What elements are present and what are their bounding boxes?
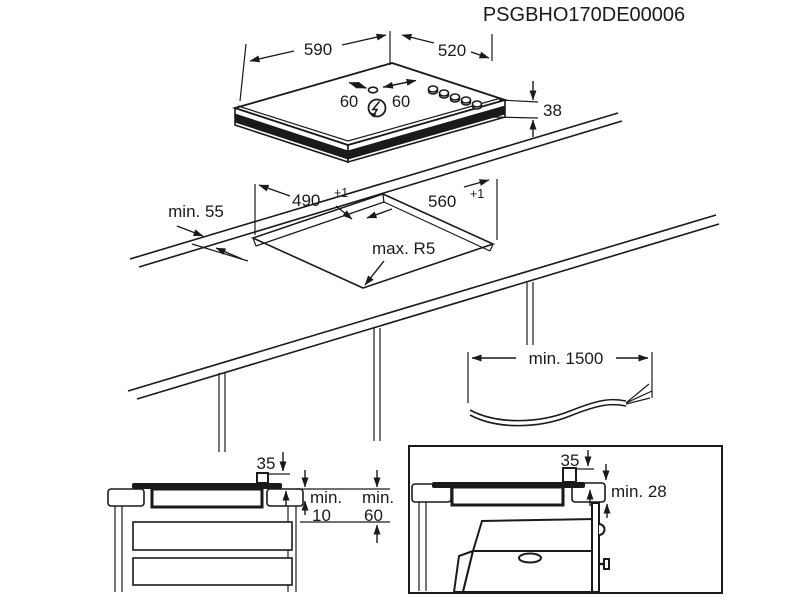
cable-length-label: min. 1500 bbox=[528, 349, 604, 368]
terminal-box bbox=[257, 473, 268, 483]
cable-curve bbox=[470, 384, 652, 426]
oven-knob bbox=[599, 524, 605, 535]
dim-560-label: 560 bbox=[428, 192, 457, 211]
supply-point bbox=[369, 87, 378, 93]
dim-490-label: 490 bbox=[292, 191, 321, 210]
min-28-label: min. 28 bbox=[611, 482, 667, 501]
corner-radius-label: max. R5 bbox=[372, 239, 436, 258]
dim-560-tolerance: +1 bbox=[470, 187, 485, 201]
min-60-value: 60 bbox=[364, 506, 383, 525]
model-number: PSGBHO170DE00006 bbox=[482, 4, 686, 26]
terminal-35-label-left: 35 bbox=[256, 454, 276, 473]
hob-body-section bbox=[152, 489, 262, 507]
worktop-left-piece bbox=[108, 489, 144, 506]
drawer-section-view bbox=[108, 452, 394, 592]
hob-body-section-oven bbox=[452, 487, 563, 505]
cabinet-legs bbox=[219, 282, 533, 452]
oven-section-view bbox=[409, 446, 722, 593]
lightning-bolt-icon bbox=[369, 100, 386, 118]
edge-distance-label: min. 55 bbox=[168, 202, 224, 221]
cable-length-annotation bbox=[468, 349, 652, 426]
min-60-label: min. bbox=[362, 488, 395, 507]
worktop-right-piece bbox=[267, 489, 303, 506]
hob-depth-dimension bbox=[402, 34, 492, 61]
dim-38-label: 38 bbox=[543, 101, 562, 120]
terminal-35-label-right: 35 bbox=[560, 451, 580, 470]
oven-bolt bbox=[604, 559, 609, 569]
edge-distance-annotation bbox=[168, 202, 248, 261]
terminal-box-oven bbox=[563, 468, 576, 482]
drawer-top bbox=[133, 522, 292, 550]
min-10-value: 10 bbox=[312, 506, 331, 525]
min-10-label: min. bbox=[310, 488, 343, 507]
dim-590-label: 590 bbox=[303, 40, 333, 59]
hob-isometric-view bbox=[235, 31, 562, 162]
gas-offset-left-label: 60 bbox=[339, 93, 359, 111]
dim-520-label: 520 bbox=[437, 41, 467, 60]
drawer-bottom bbox=[133, 558, 292, 585]
oven-side-panel bbox=[592, 503, 599, 592]
oven-handle bbox=[519, 554, 541, 563]
dim-490-tolerance: +1 bbox=[334, 186, 349, 200]
cabinet-frame bbox=[115, 506, 296, 592]
gas-offset-right-label: 60 bbox=[391, 93, 411, 111]
